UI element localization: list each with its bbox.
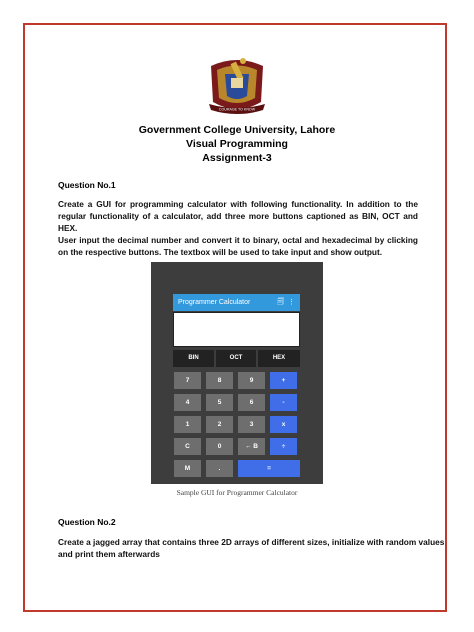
key-clear[interactable]: C <box>174 438 201 455</box>
course-name: Visual Programming <box>186 138 288 150</box>
question-1-line: regular functionality of a calculator, add three more buttons captioned as BIN, OCT and HEX. <box>58 211 418 233</box>
question-2-text <box>58 536 445 560</box>
question-1-title: Question No.1 <box>58 180 116 190</box>
question-2-title: Question No.2 <box>58 517 116 527</box>
key-backspace[interactable]: ← B <box>238 438 265 455</box>
university-name: Government College University, Lahore <box>138 124 336 136</box>
key-decimal[interactable]: . <box>206 460 233 477</box>
key-2[interactable]: 2 <box>206 416 233 433</box>
key-7[interactable]: 7 <box>174 372 201 389</box>
overflow-menu-icon[interactable]: ⋮ <box>288 299 295 306</box>
bin-button[interactable]: BIN <box>173 350 214 367</box>
key-5[interactable]: 5 <box>206 394 233 411</box>
key-0[interactable]: 0 <box>206 438 233 455</box>
question-1-text <box>58 198 418 258</box>
key-1[interactable]: 1 <box>174 416 201 433</box>
key-multiply[interactable]: x <box>270 416 297 433</box>
key-plus[interactable]: + <box>270 372 297 389</box>
oct-button[interactable]: OCT <box>216 350 256 367</box>
hex-button[interactable]: HEX <box>258 350 300 367</box>
assignment-title: Assignment-3 <box>202 152 272 164</box>
question-1-line: Create a GUI for programming calculator with following functionality. In addition to the <box>58 199 418 209</box>
key-6[interactable]: 6 <box>238 394 265 411</box>
key-memory[interactable]: M <box>174 460 201 477</box>
key-minus[interactable]: - <box>270 394 297 411</box>
translate-icon[interactable]: 🗐 <box>277 299 285 306</box>
question-2-line: Create a jagged array that contains three 2D arrays of different sizes, initialize with random values <box>58 537 445 547</box>
app-title: Programmer Calculator <box>178 299 251 306</box>
figure-caption: Sample GUI for Programmer Calculator <box>176 488 298 497</box>
key-equals[interactable]: = <box>238 460 300 477</box>
question-2-line: and print them afterwards <box>58 549 160 559</box>
question-1-line: User input the decimal number and convert it to binary, octal and hexadecimal by clicking <box>58 235 418 245</box>
calculator-display[interactable] <box>173 312 300 347</box>
key-4[interactable]: 4 <box>174 394 201 411</box>
question-1-line: on the respective buttons. The textbox will be used to take input and show output. <box>58 247 383 257</box>
university-logo <box>203 52 271 118</box>
key-9[interactable]: 9 <box>238 372 265 389</box>
svg-text:COURAGE TO KNOW: COURAGE TO KNOW <box>218 107 256 112</box>
app-bar <box>173 294 300 311</box>
key-3[interactable]: 3 <box>238 416 265 433</box>
app-actions <box>277 294 295 311</box>
key-8[interactable]: 8 <box>206 372 233 389</box>
key-divide[interactable]: ÷ <box>270 438 297 455</box>
